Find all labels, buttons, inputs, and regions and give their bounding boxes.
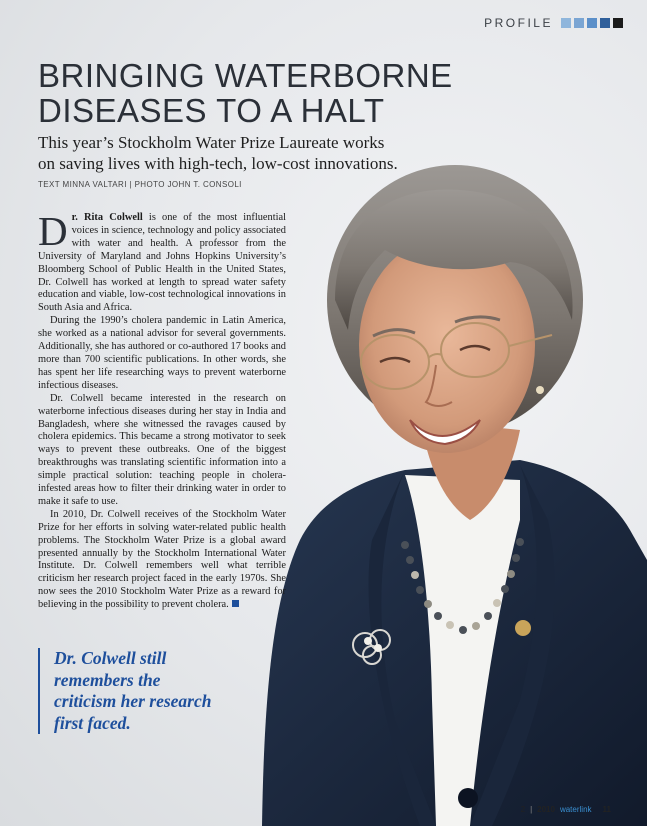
- deck-line-2: on saving lives with high-tech, low-cost innovations.: [38, 154, 398, 173]
- drop-cap: D: [38, 208, 68, 254]
- headline-line-2: DISEASES TO A HALT: [38, 92, 385, 129]
- square-1: [561, 18, 571, 28]
- article-headline: [38, 58, 458, 128]
- end-mark-icon: [232, 600, 239, 607]
- page-number: 11: [602, 805, 611, 814]
- paragraph-3: Dr. Colwell became interested in the research on waterborne infectious diseases during her stay in India and Bangladesh, where she witnessed the ravages caused by cholera epidemics. This became a strong motivator to seek ways to prevent these outbreaks. One of the biggest breakthroughs was translating scientific information into a simple practical solution: teaching people in cholera-infested areas how to filter their drinking water in order to make it safe to use.: [38, 392, 286, 507]
- subject-name: r. Rita Colwell: [71, 212, 143, 223]
- section-header: [484, 16, 623, 30]
- article-credits: TEXT MINNA VALTARI | PHOTO JOHN T. CONSOLI: [38, 180, 242, 189]
- paragraph-1-text: is one of the most influential voices in science, technology and policy associated with water and health. A professor from the University of Maryland and Johns Hopkins University’s Bloomberg School of Public Health in the United States, Dr. Colwell has worked at length to spread water safety education and viable, low-cost technological innovations in South Asia and Africa.: [38, 212, 286, 314]
- pull-quote: Dr. Colwell still remembers the criticism her research first faced.: [38, 648, 214, 734]
- square-4: [600, 18, 610, 28]
- article-body: [38, 208, 286, 612]
- square-3: [587, 18, 597, 28]
- square-5: [613, 18, 623, 28]
- section-squares: [561, 18, 623, 28]
- issue-year: 2010: [537, 805, 555, 814]
- article-deck: [38, 132, 458, 174]
- footer-separator: |: [530, 805, 533, 814]
- square-2: [574, 18, 584, 28]
- paragraph-2: During the 1990’s cholera pandemic in Latin America, she worked as a national advisor for several governments. Additionally, she has authored or co-authored 17 books and more than 700 scientific publications. In other words, she has spent her life researching ways to prevent waterborne infectious diseases.: [38, 315, 286, 391]
- page-footer: [521, 805, 611, 814]
- paragraph-4: [38, 509, 286, 612]
- issue-number: 2: [520, 805, 526, 814]
- paragraph-1: [38, 208, 286, 315]
- section-label: PROFILE: [484, 16, 553, 30]
- headline-line-1: BRINGING WATERBORNE: [38, 57, 453, 94]
- deck-line-1: This year’s Stockholm Water Prize Laureate works: [38, 133, 385, 152]
- brand-name: waterlink: [559, 805, 592, 814]
- paragraph-4-text: In 2010, Dr. Colwell receives of the Stockholm Water Prize for her efforts in solving water-related public health problems. The Stockholm Water Prize is a global award presented annually by the Stockholm International Water Institute. Dr. Colwell remembers well what terrible criticism her research project faced in the early 1970s. She now sees the 2010 Stockholm Water Prize as a reward for believing in the possibility to prevent cholera.: [38, 508, 286, 611]
